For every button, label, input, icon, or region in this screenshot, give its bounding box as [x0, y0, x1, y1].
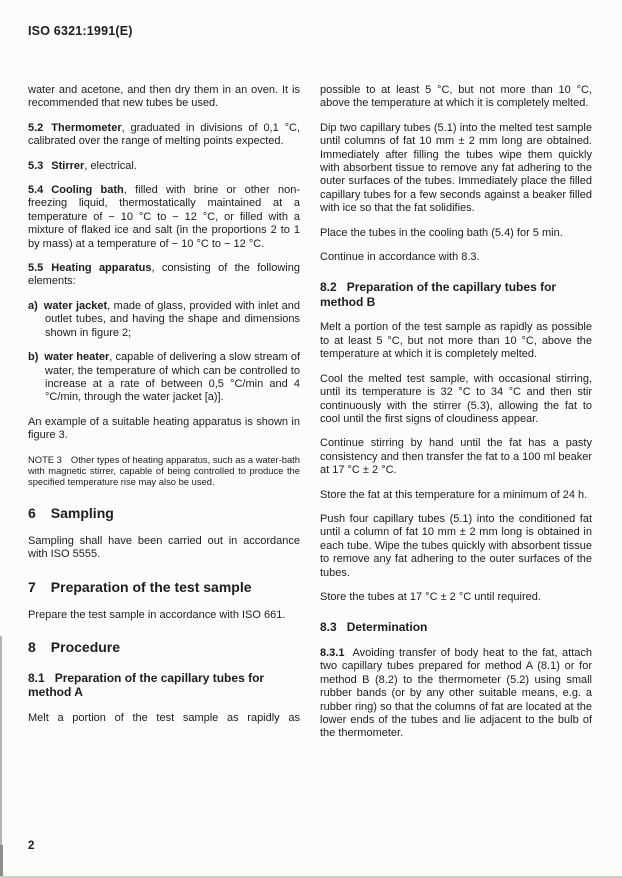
subsection-title: Determination	[346, 620, 428, 635]
section-heading-6	[28, 505, 300, 521]
para-example: An example of a suitable heating apparatus is shown in figure 3.	[28, 415, 300, 442]
scan-edge-artifact-left	[0, 636, 2, 878]
definition-5-4	[28, 184, 300, 251]
subsection-heading-8-1	[28, 671, 300, 700]
clause-number: 5.4	[28, 184, 44, 197]
para-cool-sample: Cool the melted test sample, with occasional stirring, until its temperature is 32 °C to 34 °C and then stir continuously with the stirrer (5.3), allowing the fat to cool until the first signs of cloudiness appear.	[320, 372, 592, 425]
para-store-tubes: Store the tubes at 17 °C ± 2 °C until required.	[320, 590, 541, 603]
section-number: 6	[28, 504, 36, 521]
subsection-title: Preparation of the capillary tubes for method A	[28, 670, 265, 700]
para-melt-method-b: Melt a portion of the test sample as rapidly as possible to at least 5 °C, but not more than 10 °C, above the temperature at which it is completely melted.	[320, 321, 592, 361]
right-column	[320, 84, 592, 752]
list-marker: b)	[28, 351, 39, 364]
clause-text: , consisting of the following elements:	[28, 262, 300, 288]
note-text: Other types of heating apparatus, such as a water-bath with magnetic stirrer, capable of being controlled to produce the specified temperature rise may also be used.	[28, 453, 300, 488]
clause-number: 5.5	[28, 262, 44, 275]
list-marker: a)	[28, 299, 38, 312]
definition-5-2	[28, 122, 300, 149]
section-heading-7	[28, 579, 300, 595]
list-text: , made of glass, provided with inlet and outlet tubes, and having the shape and dimensions shown in figure 2;	[45, 299, 300, 339]
list-item-b	[28, 351, 300, 405]
clause-number: 8.3.1	[320, 646, 345, 659]
scan-edge-artifact-left-dark	[0, 845, 3, 878]
clause-text: , filled with brine or other non-freezing liquid, thermostatically maintained at a temperature of − 10 °C to − 12 °C, or filled with a mixture of flaked ice and salt (in the proportions 2 to 1 by mass) at a temperature of − 10 °C to − 12 °C.	[28, 184, 300, 250]
two-column-body	[28, 84, 592, 752]
clause-text: Avoiding transfer of body heat to the fat, attach two capillary tubes prepared for method A (8.1) or for method B (8.2) to the thermometer (5.2) using small rubber bands (or by any other suitable means, e.g. a rubber ring) so that the columns of fat are located at the lower ends of the tubes and lie adjacent to the bulb of the thermometer.	[320, 646, 592, 740]
subsection-number: 8.2	[320, 280, 337, 295]
clause-term: Cooling bath	[51, 184, 124, 197]
definition-5-3	[28, 160, 300, 173]
list-text: , capable of delivering a slow stream of water, the temperature of which can be controlled to increase at a rate of between 0,5 °C/min and 4 °C/min, through the water jacket [a)].	[45, 351, 300, 404]
note-label: NOTE 3	[28, 453, 62, 465]
subsection-heading-8-3	[320, 620, 592, 635]
section-title: Procedure	[50, 638, 121, 655]
subsection-title: Preparation of the capillary tubes for method B	[320, 280, 557, 309]
para-dip-tubes: Dip two capillary tubes (5.1) into the melted test sample until columns of fat 10 mm ± 2 mm long are obtained. Immediately after filling the tubes wipe them quickly with absorbent tissue to remove any fat adhering to the outer surfaces of the tubes. Immediately place the filled capillary tubes for a few seconds against a beaker filled with ice so that the fat solidifies.	[320, 121, 592, 215]
list-term: water jacket	[43, 299, 108, 312]
para-continue-8-3: Continue in accordance with 8.3.	[320, 251, 480, 264]
para-place-tubes: Place the tubes in the cooling bath (5.4) for 5 min.	[320, 226, 563, 239]
para-intro: water and acetone, and then dry them in an oven. It is recommended that new tubes be used.	[28, 84, 300, 110]
para-continuation: possible to at least 5 °C, but not more than 10 °C, above the temperature at which it is completely melted.	[320, 84, 592, 110]
clause-number: 5.2	[28, 121, 44, 134]
para-sampling: Sampling shall have been carried out in accordance with ISO 5555.	[28, 534, 300, 561]
section-title: Sampling	[50, 504, 114, 521]
para-stir-transfer: Continue stirring by hand until the fat has a pasty consistency and then transfer the fat to a 100 ml beaker at 17 °C ± 2 °C.	[320, 437, 592, 477]
subsection-number: 8.3	[320, 620, 337, 635]
left-column	[28, 84, 300, 752]
clause-term: Thermometer	[51, 121, 122, 134]
para-prepare: Prepare the test sample in accordance with ISO 661.	[28, 608, 286, 621]
section-number: 8	[28, 638, 36, 655]
clause-text: , electrical.	[84, 159, 137, 172]
clause-term: Heating apparatus	[51, 262, 152, 275]
section-title: Preparation of the test sample	[50, 578, 252, 595]
para-store-fat: Store the fat at this temperature for a minimum of 24 h.	[320, 488, 588, 501]
para-push-tubes: Push four capillary tubes (5.1) into the conditioned fat until a column of fat 10 mm ± 2 mm long is obtained in each tube. Wipe the tubes quickly with absorbent tissue to remove any fat adhering to the outer surfaces of the tubes.	[320, 512, 592, 579]
subsection-heading-8-2	[320, 280, 592, 309]
clause-number: 5.3	[28, 159, 44, 172]
para-melt-lead: Melt a portion of the test sample as rapidly as	[28, 711, 300, 724]
list-term: water heater	[44, 351, 110, 364]
clause-text: , graduated in divisions of 0,1 °C, calibrated over the range of melting points expected.	[28, 121, 300, 148]
definition-5-5	[28, 262, 300, 289]
para-determination-8-3-1	[320, 647, 592, 741]
page-number: 2	[28, 840, 35, 852]
subsection-number: 8.1	[28, 670, 45, 685]
document-reference-header: ISO 6321:1991(E)	[28, 24, 133, 38]
note-3	[28, 454, 300, 488]
section-heading-8	[28, 639, 300, 655]
list-item-a	[28, 300, 300, 340]
clause-term: Stirrer	[51, 159, 85, 172]
section-number: 7	[28, 578, 36, 595]
